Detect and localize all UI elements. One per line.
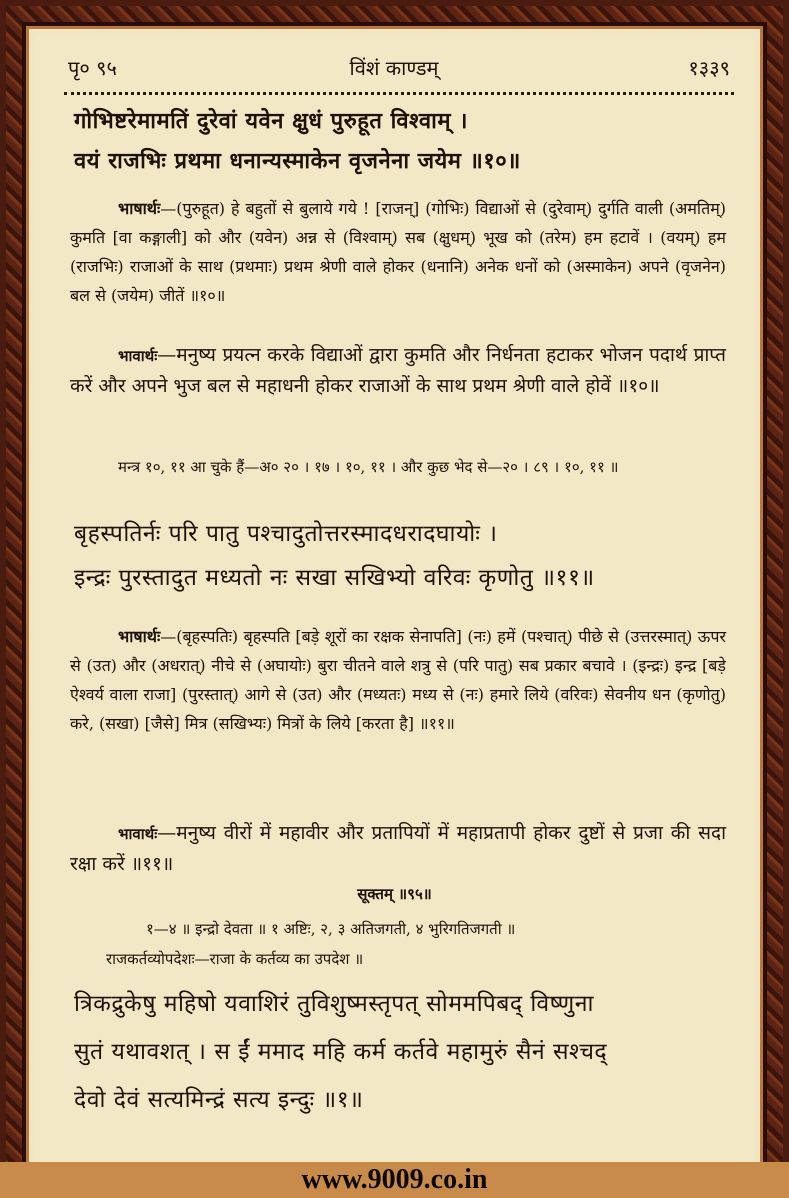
page-header <box>54 54 734 84</box>
mantra-11-line-2: इन्द्रः पुरस्तादुत मध्यतो नः सखा सखिभ्यो वरिवः कृणोतु ॥११॥ <box>74 565 595 591</box>
mantra-1-line-2: सुतं यथावशत् । स ईं ममाद महि कर्म कर्तवे महामुरुं सैनं सश्चद् <box>74 1039 608 1065</box>
page-ref: पृ० ९५ <box>68 56 117 80</box>
mantra-1-line-3: देवो देवं सत्यमिन्द्रं सत्य इन्दुः ॥१॥ <box>74 1087 364 1113</box>
book-section-title: विंशं काण्डम् <box>349 56 439 80</box>
bhavartha-10 <box>70 340 726 401</box>
cross-reference-note: मन्त्र १०, ११ आ चुके हैं—अ० २० । १७ । १०, ११ । और कुछ भेद से—२० । ८९ । १०, ११ ॥ <box>118 458 619 476</box>
mantra-1-line-1: त्रिकद्रुकेषु महिषो यवाशिरं तुविशुष्मस्तृपत् सोममपिबद् विष्णुना <box>74 991 594 1017</box>
mantra-10-line-1: गोभिष्टरेमामतिं दुरेवां यवेन क्षुधं पुरुहूत विश्वाम् । <box>74 108 468 134</box>
bhashartha-text: —(पुरुहूत) हे बहुतों से बुलाये गये ! [राजन्] (गोभिः) विद्याओं से (दुरेवाम्) दुर्गति वाली (अमतिम्) कुमति [वा कङ्गाली] को और (यवेन) अन्न से (विश्वाम्) सब (क्षुधम्) भूख को (तरेम) हम हटावें । (वयम्) हम (राजभिः) राजाओं के साथ (प्रथमाः) प्रथम श्रेणी वाले होकर (धनानि) अनेक धनों को (अस्माकेन) अपने (वृजनेन) बल से (जयेम) जीतें ॥१०॥ <box>70 199 726 305</box>
header-rule <box>64 92 734 95</box>
bhashartha-11 <box>70 622 726 738</box>
mantra-11-line-1: बृहस्पतिर्नः परि पातु पश्चादुतोत्तरस्मादधरादघायोः । <box>74 521 498 547</box>
sukta-upadesha: राजकर्तव्योपदेशः—राजा के कर्तव्य का उपदेश ॥ <box>106 950 364 968</box>
bhavartha-label: भावार्थः <box>118 347 158 365</box>
bhavartha-text: —मनुष्य प्रयत्न करके विद्याओं द्वारा कुमति और निर्धनता हटाकर भोजन पदार्थ प्राप्त करें और अपने भुज बल से महाधनी होकर राजाओं के साथ प्रथम श्रेणी वाले होवें ॥१०॥ <box>70 344 726 397</box>
sukta-title: सूक्तम् ॥९५॥ <box>357 885 432 903</box>
book-page <box>36 36 753 1162</box>
page-number: १३३९ <box>688 56 730 80</box>
bhashartha-10 <box>70 194 726 310</box>
bhashartha-label: भाषार्थः <box>118 199 161 218</box>
bhashartha-label: भाषार्थः <box>118 627 161 646</box>
mantra-10-line-2: वयं राजभिः प्रथमा धनान्यस्माकेन वृजनेना जयेम ॥१०॥ <box>74 148 521 174</box>
website-link[interactable]: www.9009.co.in <box>0 1162 789 1198</box>
bhavartha-11 <box>70 818 726 879</box>
bhashartha-text: —(बृहस्पतिः) बृहस्पति [बड़े शूरों का रक्षक सेनापति] (नः) हमें (पश्चात्) पीछे से (उत्तरस्मात्) ऊपर से (उत) और (अधरात्) नीचे से (अघायोः) बुरा चीतने वाले शत्रु से (परि पातु) सब प्रकार बचावे । (इन्द्रः) इन्द्र [बड़े ऐश्वर्य वाला राजा] (पुरस्तात्) आगे से (उत) और (मध्यतः) मध्य से (नः) हमारे लिये (वरिवः) सेवनीय धन (कृणोतु) करे, (सखा) [जैसे] मित्र (सखिभ्यः) मित्रों के लिये [करता है] ॥११॥ <box>70 627 726 733</box>
bhavartha-text: —मनुष्य वीरों में महावीर और प्रतापियों में महाप्रतापी होकर दुष्टों से प्रजा की सदा रक्षा करें ॥११॥ <box>70 822 726 875</box>
bhavartha-label: भावार्थः <box>118 825 158 843</box>
sukta-meta: १—४ ॥ इन्द्रो देवता ॥ १ अष्टिः, २, ३ अतिजगती, ४ भुरिगतिजगती ॥ <box>146 920 516 938</box>
